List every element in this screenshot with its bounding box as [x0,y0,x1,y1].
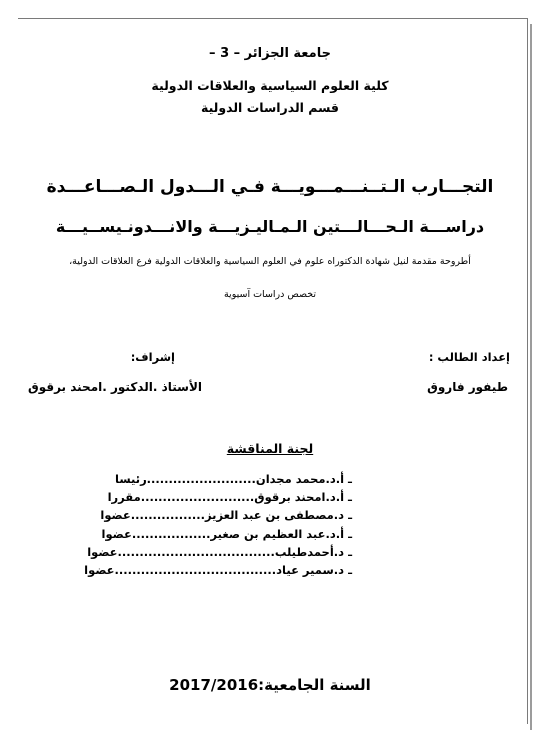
student-name: طيفور فاروق [427,380,508,394]
academic-year: السنة الجامعية:2017/2016 [169,676,371,694]
faculty-name: كلية العلوم السياسية والعلاقات الدولية [151,78,389,93]
committee-member: ـ د.سمير عياد.....................................عضوا [84,562,352,577]
university-name: جامعة الجزائر – 3 – [209,46,331,61]
supervisor-name: الأستاذ .الدكتور .امحند برقوق [27,380,202,394]
specialization: تخصص دراسات آسيوية [223,289,317,300]
committee-member: ـ د.أحمدطيلب....................................عضوا [87,544,352,559]
committee-member: ـ أ.د.عبد العظيم بن صغير..................عضوا [101,526,352,541]
supervision-label: إشراف: [130,350,175,364]
committee-member: ـ د.مصطفى بن عبد العزيز.................عضوا [100,508,352,523]
prepared-by-label: إعداد الطالب : [428,350,510,364]
thesis-subtitle: دراســـة الـحـــالـــتين الـمـاليـزيـــة والانـــدونـيســيـــة [55,217,485,236]
page-border [18,18,528,724]
committee-members-list [84,470,352,579]
committee-member: ـ أ.د.امحند برقوق..........................مقررا [107,490,352,505]
committee-member: ـ أ.د.محمد مجدان.........................رئيسا [115,472,352,486]
department-name: قسم الدراسات الدولية [201,100,339,115]
thesis-description: أطروحة مقدمة لنيل شهادة الدكتوراه علوم في العلوم السياسية والعلاقات الدولية فرع العلاقات الدولية، [69,256,471,267]
committee-heading: لجنة المناقشة [226,441,314,456]
thesis-title: التجـــارب الـتــنـــمـــويـــة فـي الـــدول الـصـــاعـــدة [46,177,494,197]
